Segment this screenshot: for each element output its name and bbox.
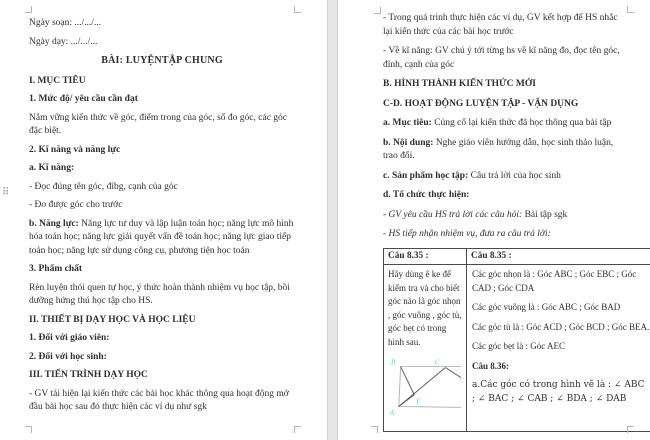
page-1-text-area [0, 0, 327, 415]
paragraph: - Đọc đúng tên góc, đỉbg, cạnh của góc [29, 181, 178, 192]
page-gap [327, 0, 338, 440]
paragraph: - Đo được góc cho trước [29, 200, 123, 210]
vertex-label-a: A [389, 410, 395, 418]
heading-objectives: I. MỤC TIÊU [29, 75, 86, 86]
heading-student: 2. Đối với học sinh: [29, 351, 107, 362]
table-content-row [384, 265, 650, 432]
answer-line: Các góc tù là : Góc ACD ; Góc BCD ; Góc BEA. [472, 321, 650, 332]
margin-mark [374, 7, 381, 14]
paragraph [383, 137, 625, 164]
heading-process: III. TIẾN TRÌNH DẠY HỌC [29, 370, 148, 380]
paragraph: - GV tái hiện lại kiến thức các bài học khác thông qua hoạt động mở đầu bài học sau đó thực hiện các ví dụ như sgk [29, 388, 289, 412]
table-header-row [384, 248, 650, 265]
paragraph: - Trong quá trình thực hiện các ví dụ, GV kết hợp để HS nhắc lại kiến thức của các bài học trước [383, 13, 618, 37]
lesson-title: BÀI: LUYỆNTẬP CHUNG [101, 55, 223, 66]
margin-mark [294, 6, 301, 13]
answer-line: Các góc nhọn là : Góc ABC ; Góc EBC ; Góc CAD ; Góc CDA [472, 269, 637, 293]
paragraph-lead: - GV yêu cầu HS trả lời các câu hỏi: [383, 209, 525, 220]
answer-heading-836: Câu 8.36: [472, 360, 510, 371]
exercise-table [383, 248, 650, 433]
margin-mark [371, 426, 378, 433]
paragraph-rest: Câu trả lời của học sinh [470, 170, 561, 181]
paragraph-lead: b. Nội dung: [383, 137, 436, 148]
paragraph: - Về kĩ năng: GV chú ý tới từng hs về kĩ năng đo, đọc tên góc, đỉnh, cạnh của góc [383, 46, 620, 70]
heading-equipment: II. THIẾT BỊ DẠY HỌC VÀ HỌC LIỆU [29, 314, 196, 325]
heading-section-b: B. HÌNH THÀNH KIẾN THỨC MỚI [383, 79, 536, 89]
paragraph-rest: Bài tập sgk [524, 209, 568, 220]
geometry-figure [389, 355, 463, 423]
answer-line: Các góc bẹt là : Góc AEC [472, 341, 565, 351]
drag-handle-icon[interactable]: ⠿ [2, 187, 10, 198]
margin-mark [25, 6, 32, 13]
page-2-text-area [338, 0, 650, 432]
paragraph-lead: b. Năng lực: [29, 218, 82, 229]
paragraph: - HS tiếp nhận nhiệm vụ, đưa ra câu trả lời: [383, 229, 551, 239]
paragraph-rest: Củng cố lại kiến thức đã học thông qua bài tập [434, 118, 612, 128]
paragraph-rest: Năng lực tư duy và lập luận toán học; năng lực mô hình hóa toán học; năng lực giải quyết vấn đề toán học; năng lực giao tiếp toán học; năng lực sử dụng công cụ, phương tiện học toán [29, 218, 294, 256]
paragraph-lead: a. Mục tiêu: [383, 118, 435, 128]
paragraph-rest: Nghe giáo viên hướng dẫn, học sinh thảo luận, trao đổi. [383, 137, 614, 161]
answer-line: Các góc vuông là : Góc ABC ; Góc BAD [472, 302, 621, 312]
paragraph: Rèn luyện thói quen tự học, ý thức hoàn thành nhiệm vụ học tập, bồi dưỡng hứng thú học tập cho HS. [29, 282, 290, 306]
heading-implementation: d. Tổ chức thực hiện: [383, 190, 470, 200]
paragraph [29, 218, 295, 259]
table-header-answer: Câu 8.35 : [467, 248, 650, 265]
table-header-question: Câu 8.35 : [384, 248, 467, 265]
heading-teacher: 1. Đối với giáo viên: [29, 333, 110, 343]
paragraph [383, 170, 625, 184]
heading-skills: 2. Kĩ năng và năng lực [29, 144, 121, 155]
paragraph-lead: c. Sản phẩm học tập: [383, 170, 471, 181]
margin-mark [294, 426, 301, 433]
heading-qualities: 3. Phẩm chất [29, 264, 83, 274]
vertex-label-e: E [416, 398, 421, 406]
vertex-label-c: C [434, 359, 440, 367]
geometry-figure-svg [389, 355, 461, 418]
heading-skill-a: a. Kĩ năng: [29, 163, 75, 173]
page-2[interactable] [338, 0, 650, 440]
heading-requirements: 1. Mức độ/ yêu cầu cần đạt [29, 94, 138, 104]
paragraph [383, 117, 625, 131]
margin-mark [25, 426, 32, 433]
question-text: Hãy dùng ê ke để kiểm tra và cho biết góc nào là góc nhọn , góc vuông , góc tù, góc bẹt có trong hình sau. [388, 269, 462, 347]
answer-line: a.Các góc có trong hình vẽ là : ∠ ABC ; ∠ BAC ; ∠ CAB ; ∠ BDA ; ∠ DAB [472, 380, 645, 404]
margin-mark [627, 426, 634, 433]
question-cell [384, 265, 467, 432]
answer-cell [467, 265, 650, 432]
margin-mark [627, 6, 634, 13]
vertex-label-b: B [390, 359, 396, 367]
paragraph [383, 209, 625, 223]
date-taught: Ngày dạy: .../.../... [29, 36, 98, 47]
heading-section-cd: C-D. HOẠT ĐỘNG LUYỆN TẬP - VẬN DỤNG [383, 98, 579, 109]
date-composed: Ngày soạn: .../.../... [29, 18, 102, 28]
paragraph: Nắm vững kiến thức về góc, điểm trong của góc, số đo góc, các góc đặc biệt. [29, 112, 288, 136]
